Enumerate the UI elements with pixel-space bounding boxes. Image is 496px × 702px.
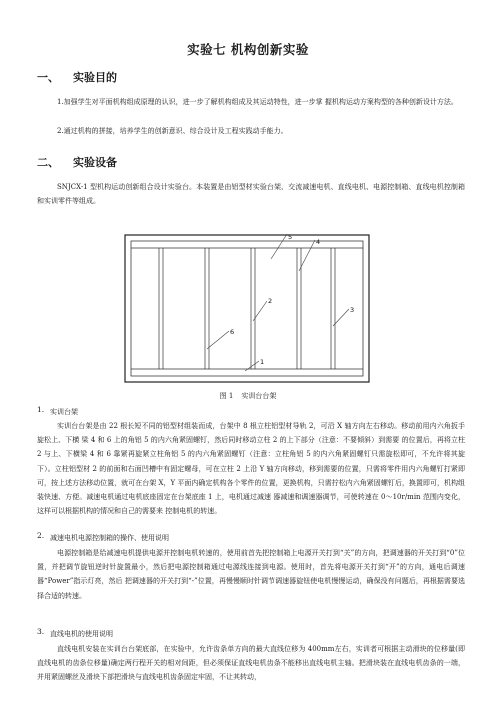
section-heading-equipment — [37, 154, 117, 170]
frame-inner — [131, 241, 363, 376]
item-number-2: 2. — [37, 531, 45, 540]
purpose-paragraph-2: 2.通过机构的拼接，培养学生的创新意识、综合设计及工程实践动手能力。 — [57, 127, 288, 135]
figure-label-4: 4 — [316, 238, 321, 246]
equipment-intro: SNJCX-1 型机构运动创新组合设计实验台。本装置是由铝型材实验台架、交流减速电机、直线电机、电源控制箱、直线电机控制箱和实训零件等组成。 — [37, 183, 465, 206]
frame-outer — [125, 235, 369, 382]
item-heading-1: 实训台架 — [50, 408, 78, 416]
figure-caption-text: 实训台台架 — [241, 392, 277, 400]
figure-label-5: 5 — [288, 233, 293, 241]
page-title: 实验七 机构创新实验 — [187, 42, 309, 57]
purpose-paragraph-1: 1.加强学生对平面机构组成原理的认识，进一步了解机构组成及其运动特性，进一步掌 握机构运动方案构型的各种创新设计方法。 — [57, 98, 458, 106]
item-heading-2: 减速电机电源控制箱的操作、使用说明 — [50, 534, 169, 542]
section-title: 实验设备 — [73, 156, 117, 169]
figure-label-3: 3 — [350, 306, 355, 314]
figure-number: 图 1 — [219, 392, 234, 400]
item-number-1: 1. — [37, 405, 45, 414]
test-bench-frame-figure — [117, 231, 377, 386]
figure-label-1: 1 — [260, 358, 265, 366]
section-index: 二、 — [37, 156, 59, 169]
figure-caption — [0, 391, 496, 401]
item-body-1: 实训台台架是由 22 根长短不同的铝型材组装而成，台架中 8 根立柱铝型材导轨 2，可沿 X 轴方向左右移动。移动前用内六角扳手旋松上、下横 梁 4 和 6 上的角铝 5 的内六角紧固螺钉，然后同时移动立柱 2 的上下部分（注意：不要倾斜）到需要 的位置后，再将立柱 2 与上、下横梁 4 和 6 靠紧再旋紧立柱角铝 5 的内六角紧固螺钉（注意：立柱角铝 5 的内六角紧固螺钉只需旋松即可，不允许将其旋下）。立柱铝型材 2 的前面和右面凹槽中有固定螺母，可在立柱 2 上沿 Y 轴方向移动，移到需要的位置，只需将零件用内六角螺钉打紧即可，按上述方法移动位置，就可在台架 X，Y 平面内确定机构各个零件的位置，更换机构，只需拧松内六角紧固螺钉后，换置即可，机构组装快速、方便。减速电机通过电机底座固定在台架底座 1 上，电机通过减速 器减速和调速器调节，可使转速在 0～10r/min 范围内变化，这样可以根据机构的情况和自己的需要来 控制电机的转速。 — [37, 422, 465, 516]
item-body-3: 直线电机安装在实训台台架底部，在实验中，允许齿条单方向的最大直线位移为 400mm左右，实训者可根据主动滑块的位移量(即直线电机的齿条位移量)确定两行程开关的相对间距，但必须保证直线电机齿条不能移出直线电机主轴。把滑块装在直线电机齿条的一端，并用紧固螺丝及滑块下部把滑块与直线电机齿条固定牢固，不让其转动， — [37, 645, 465, 682]
section-index: 一、 — [37, 71, 59, 84]
section-heading-purpose — [37, 69, 117, 85]
figure-label-6: 6 — [230, 328, 235, 336]
item-heading-3: 直线电机的使用说明 — [50, 630, 113, 638]
figure-label-2: 2 — [268, 297, 273, 305]
section-title: 实验目的 — [73, 71, 117, 84]
item-body-2: 电源控制箱是给减速电机提供电源并控制电机转速的，使用前首先把控制箱上电源开关打到“关”的方向，把调速器的开关打到“0”位置，并把调节旋钮逆时针旋置最小，然后把电源控制箱通过电源线连接到电源。使用时，首先将电源开关打到“开”的方向，通电后调速器“Power”指示灯亮，然后 把调速器的开关打到“-”位置，再慢慢顺时针调节调速器旋钮使电机慢慢运动，确保没有问题后，再根据需要选择合适的转速。 — [37, 549, 465, 600]
item-number-3: 3. — [37, 627, 45, 636]
